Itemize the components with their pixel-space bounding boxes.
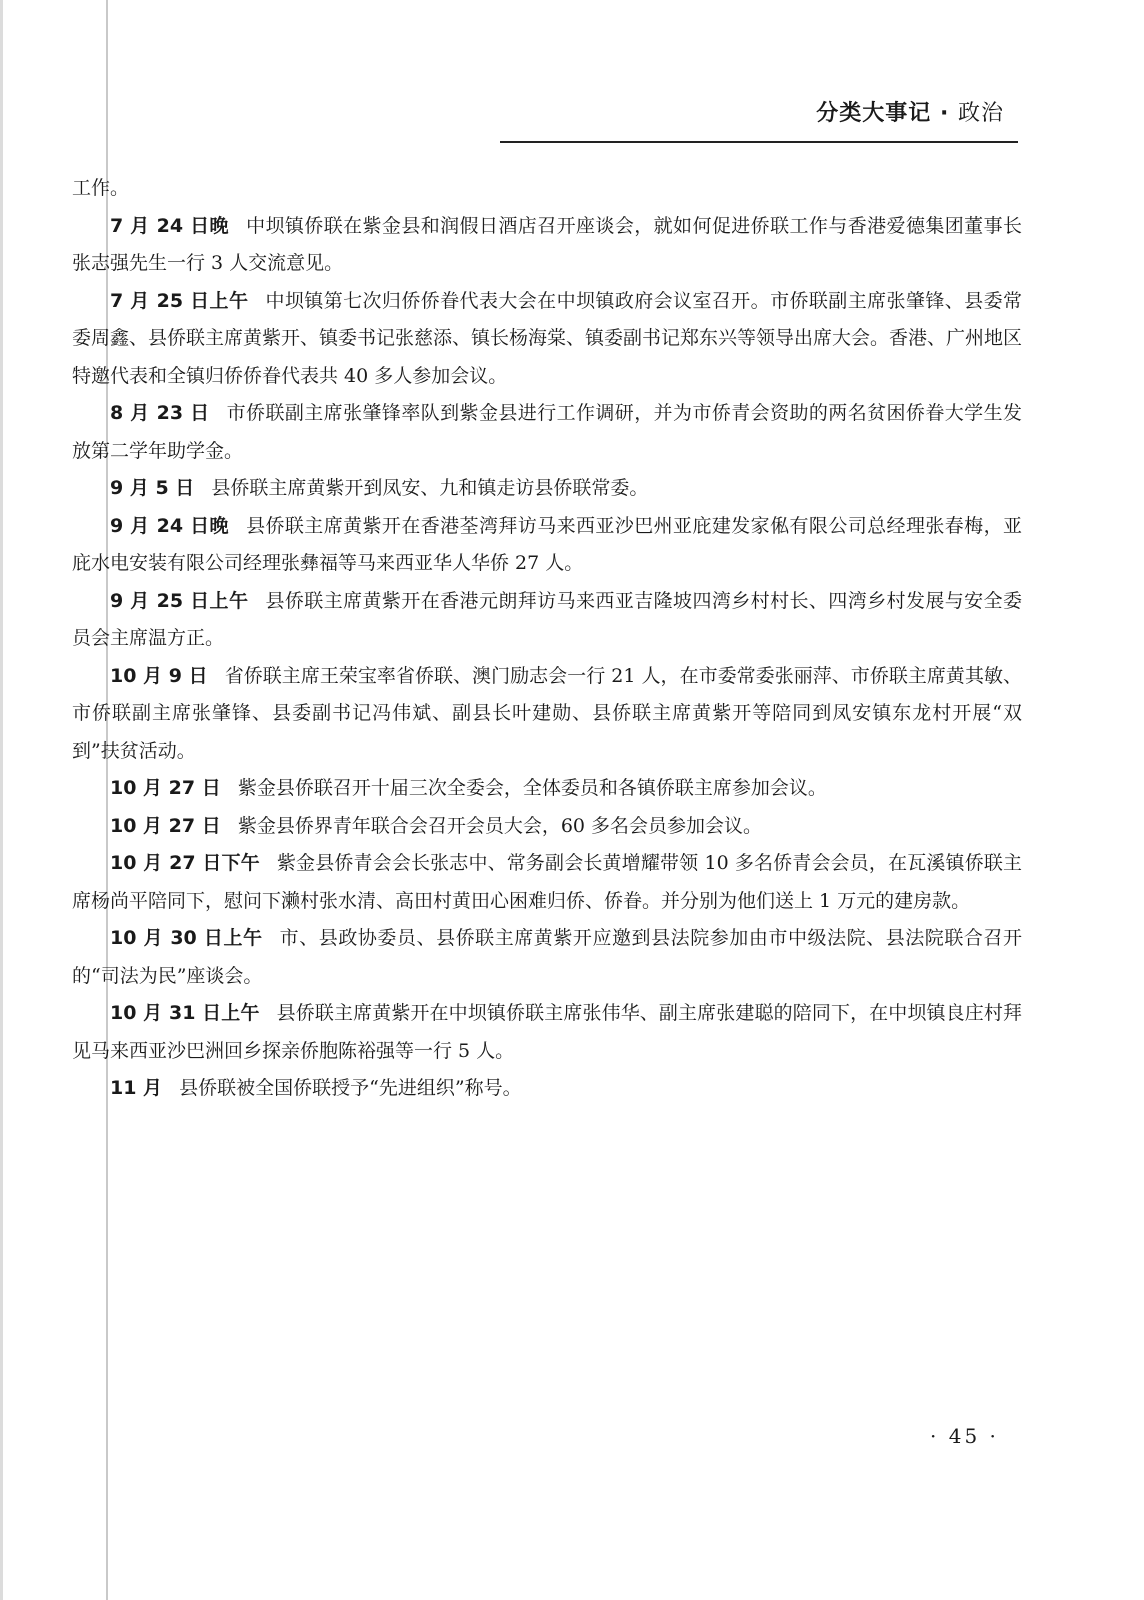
entry-text: 县侨联被全国侨联授予“先进组织”称号。: [179, 1077, 522, 1099]
chronicle-entry: [72, 395, 1022, 470]
entry-text: 市、县政协委员、县侨联主席黄紫开应邀到县法院参加由市中级法院、县法院联合召开的“司法为民”座谈会。: [72, 927, 1022, 987]
entry-date: 9 月 5 日: [110, 477, 195, 499]
entry-date: 8 月 23 日: [110, 402, 210, 424]
chronicle-entry: [72, 283, 1022, 396]
chronicle-entry: [72, 920, 1022, 995]
entry-date: 10 月 27 日: [110, 777, 221, 799]
entry-text: 县侨联主席黄紫开在香港荃湾拜访马来西亚沙巴州亚庇建发家俬有限公司总经理张春梅，亚庇水电安装有限公司经理张彝福等马来西亚华人华侨 27 人。: [72, 514, 1022, 574]
header-title: 分类大事记: [816, 101, 932, 126]
entry-date: 10 月 27 日: [110, 814, 221, 837]
chronicle-entry: [72, 770, 1022, 808]
entry-date: 10 月 31 日上午: [110, 1002, 260, 1024]
header-separator: ·: [939, 101, 950, 126]
page-left-edge: [0, 0, 3, 1600]
entry-date: 10 月 9 日: [110, 664, 208, 687]
chronicle-entry: [72, 995, 1022, 1070]
entry-date: 10 月 30 日上午: [110, 927, 263, 949]
chronicle-entry: [72, 508, 1022, 583]
chronicle-entry: [72, 845, 1022, 920]
chronicle-entry: [72, 1070, 1022, 1108]
entry-text: 中坝镇侨联在紫金县和润假日酒店召开座谈会，就如何促进侨联工作与香港爱德集团董事长张志强先生一行 3 人交流意见。: [72, 214, 1022, 274]
page-number: · 45 ·: [930, 1424, 999, 1448]
entry-date: 9 月 25 日上午: [110, 589, 249, 612]
chronicle-entry: [72, 583, 1022, 658]
entry-text: 中坝镇第七次归侨侨眷代表大会在中坝镇政府会议室召开。市侨联副主席张肇锋、县委常委周鑫、县侨联主席黄紫开、镇委书记张慈添、镇长杨海棠、镇委副书记郑东兴等领导出席大会。香港、广州地区特邀代表和全镇归侨侨眷代表共 40 多人参加会议。: [72, 289, 1023, 387]
lead-text: 工作。: [72, 177, 130, 199]
entry-text: 县侨联主席黄紫开在香港元朗拜访马来西亚吉隆坡四湾乡村村长、四湾乡村发展与安全委员会主席温方正。: [72, 589, 1022, 649]
entry-date: 11 月: [110, 1077, 163, 1099]
entry-text: 紫金县侨联召开十届三次全委会，全体委员和各镇侨联主席参加会议。: [237, 777, 827, 799]
chronicle-body: [72, 170, 1022, 1108]
header-section: 政治: [957, 101, 1004, 126]
entry-text: 省侨联主席王荣宝率省侨联、澳门励志会一行 21 人，在市委常委张丽萍、市侨联主席黄其敏、市侨联副主席张肇锋、县委副书记冯伟斌、副县长叶建勋、县侨联主席黄紫开等陪同到凤安镇东龙村开展“双到”扶贫活动。: [72, 664, 1022, 762]
entry-date: 7 月 24 日晚: [110, 214, 229, 237]
entry-date: 10 月 27 日下午: [110, 852, 260, 874]
entry-text: 市侨联副主席张肇锋率队到紫金县进行工作调研，并为市侨青会资助的两名贫困侨眷大学生发放第二学年助学金。: [72, 402, 1022, 462]
chronicle-entry: [72, 658, 1022, 771]
chronicle-entry: [72, 808, 1022, 846]
running-header: [816, 96, 1004, 127]
header-rule: [500, 141, 1018, 143]
entry-text: 紫金县侨界青年联合会召开会员大会，60 多名会员参加会议。: [237, 814, 763, 837]
entry-text: 县侨联主席黄紫开在中坝镇侨联主席张伟华、副主席张建聪的陪同下，在中坝镇良庄村拜见马来西亚沙巴洲回乡探亲侨胞陈裕强等一行 5 人。: [72, 1002, 1022, 1062]
chronicle-entry: [72, 470, 1022, 508]
chronicle-entry: [72, 208, 1022, 283]
entry-date: 7 月 25 日上午: [110, 289, 249, 312]
entry-text: 县侨联主席黄紫开到凤安、九和镇走访县侨联常委。: [211, 477, 649, 499]
entry-text: 紫金县侨青会会长张志中、常务副会长黄增耀带领 10 多名侨青会会员，在瓦溪镇侨联主席杨尚平陪同下，慰问下濑村张水清、高田村黄田心困难归侨、侨眷。并分别为他们送上 1 万元的建房款。: [72, 852, 1022, 912]
entry-date: 9 月 24 日晚: [110, 514, 229, 537]
entry-list: [72, 208, 1022, 1108]
